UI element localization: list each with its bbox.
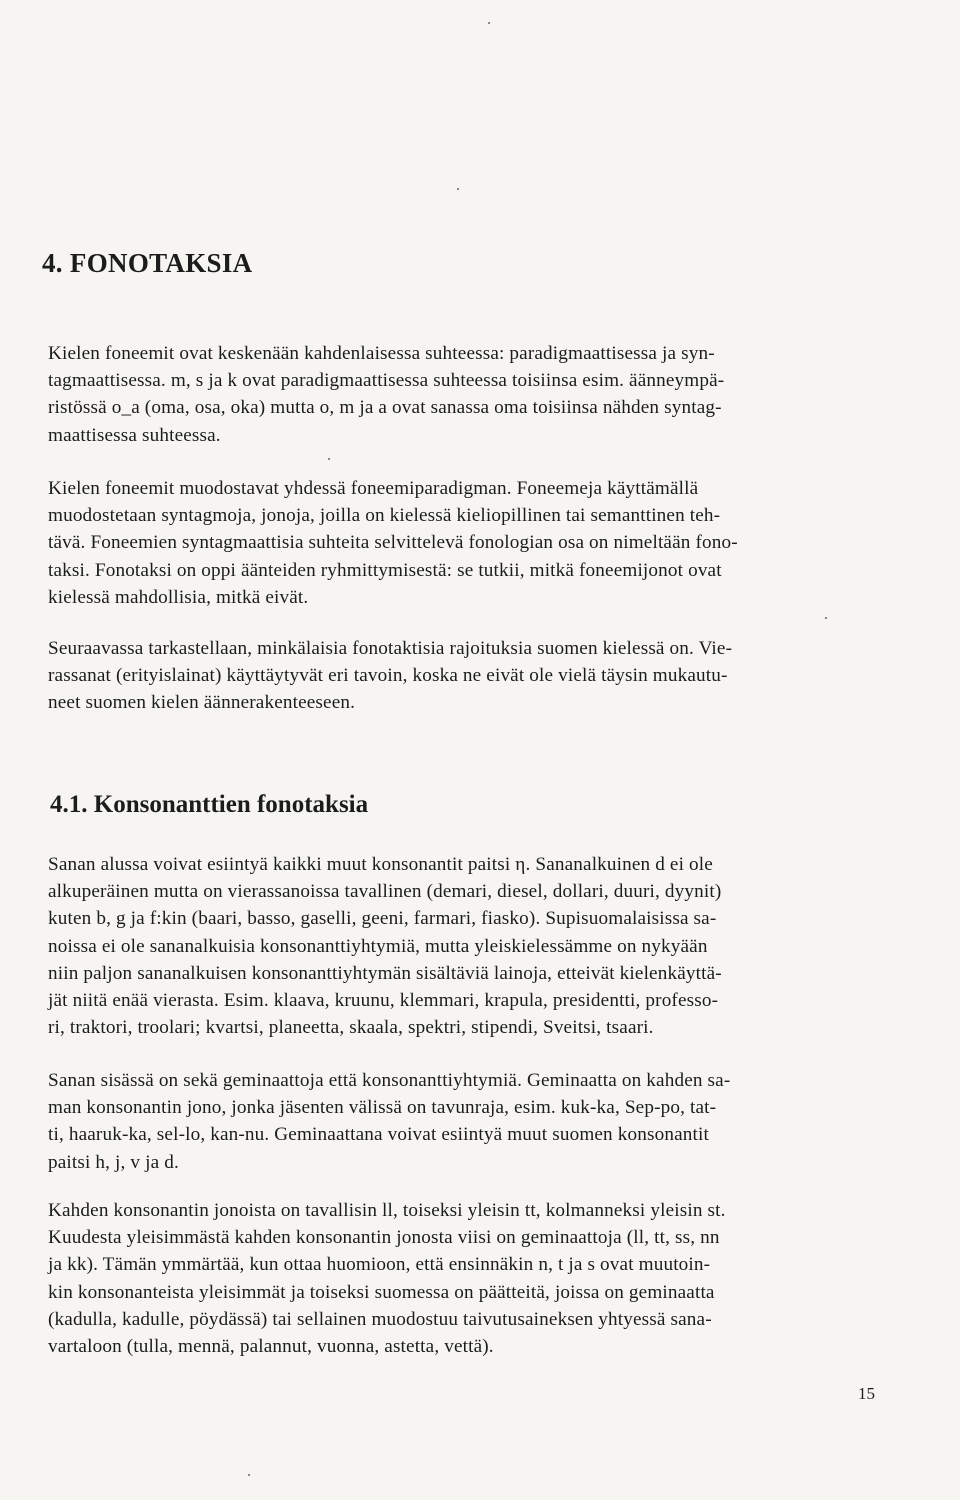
text-line: Kielen foneemit ovat keskenään kahdenlaisessa suhteessa: paradigmaattisessa ja syn-	[48, 343, 715, 364]
text-line: Kahden konsonantin jonoista on tavallisin ll, toiseksi yleisin tt, kolmanneksi yleisin st.	[48, 1200, 726, 1221]
body-paragraph	[48, 851, 884, 1041]
text-line: Sanan sisässä on sekä geminaattoja että konsonanttiyhtymiä. Geminaatta on kahden sa-	[48, 1070, 731, 1091]
text-line: man konsonantin jono, jonka jäsenten välissä on tavunraja, esim. kuk-ka, Sep-po, tat-	[48, 1097, 717, 1119]
section-title-text: Konsonanttien fonotaksia	[93, 791, 369, 818]
text-line: vartaloon (tulla, mennä, palannut, vuonna, astetta, vettä).	[48, 1336, 494, 1358]
body-paragraph	[48, 635, 884, 717]
text-line: maattisessa suhteessa.	[48, 424, 221, 446]
text-line: Seuraavassa tarkastellaan, minkälaisia fonotaktisia rajoituksia suomen kielessä on. Vie-	[48, 638, 733, 659]
text-line: kin konsonanteista yleisimmät ja toiseksi suomessa on päätteitä, joissa on geminaatta	[48, 1281, 715, 1303]
text-line: neet suomen kielen äännerakenteeseen.	[48, 692, 356, 714]
text-line: niin paljon sananalkuisen konsonanttiyhtymän sisältäviä lainoja, etteivät kielenkäyttä-	[48, 962, 722, 984]
scan-speck	[248, 1474, 250, 1476]
text-line: Kielen foneemit muodostavat yhdessä foneemiparadigman. Foneemeja käyttämällä	[48, 478, 699, 499]
text-line: noissa ei ole sananalkuisia konsonanttiyhtymiä, mutta yleiskielessämme on nykyään	[48, 935, 708, 957]
scan-speck	[488, 22, 490, 24]
text-line: rassanat (erityislainat) käyttäytyvät eri tavoin, koska ne eivät ole vielä täysin mukautu-	[48, 665, 728, 687]
text-line: ristössä o_a (oma, osa, oka) mutta o, m ja a ovat sanassa oma toisiinsa nähden syntag-	[48, 397, 722, 419]
page-number: 15	[858, 1384, 875, 1403]
section-heading	[50, 791, 368, 819]
chapter-heading	[42, 248, 252, 279]
text-line: kuten b, g ja f:kin (baari, basso, gaselli, geeni, farmari, fiasko). Supisuomalaisissa sa-	[48, 908, 717, 930]
chapter-title-text: FONOTAKSIA	[69, 248, 253, 278]
scan-speck	[328, 458, 330, 460]
text-line: muodostetaan syntagmoja, jonoja, joilla on kielessä kieliopillinen tai semanttinen teh-	[48, 505, 721, 527]
text-line: alkuperäinen mutta on vierassanoissa tavallinen (demari, diesel, dollari, duuri, dyynit)	[48, 881, 722, 903]
body-paragraph	[48, 1197, 884, 1360]
body-paragraph	[48, 475, 884, 611]
text-line: Kuudesta yleisimmästä kahden konsonantin jonosta viisi on geminaattoja (ll, tt, ss, nn	[48, 1227, 720, 1249]
scan-speck	[457, 188, 459, 190]
text-line: paitsi h, j, v ja d.	[48, 1151, 179, 1173]
section-number: 4.1.	[50, 791, 88, 818]
scan-speck	[825, 617, 827, 619]
text-line: tagmaattisessa. m, s ja k ovat paradigmaattisessa suhteessa toisiinsa esim. äänneympä-	[48, 370, 725, 392]
text-line: ri, traktori, troolari; kvartsi, planeetta, skaala, spektri, stipendi, Sveitsi, tsaari.	[48, 1017, 654, 1039]
body-paragraph	[48, 340, 884, 449]
text-line: (kadulla, kadulle, pöydässä) tai sellainen muodostuu taivutusaineksen yhtyessä sana-	[48, 1308, 712, 1330]
text-line: taksi. Fonotaksi on oppi äänteiden ryhmittymisestä: se tutkii, mitkä foneemijonot ovat	[48, 559, 722, 581]
text-line: kielessä mahdollisia, mitkä eivät.	[48, 586, 309, 608]
body-paragraph	[48, 1067, 884, 1176]
text-line: ja kk). Tämän ymmärtää, kun ottaa huomioon, että ensinnäkin n, t ja s ovat muutoin-	[48, 1254, 711, 1276]
text-line: ti, haaruk-ka, sel-lo, kan-nu. Geminaattana voivat esiintyä muut suomen konsonantit	[48, 1124, 709, 1146]
text-line: tävä. Foneemien syntagmaattisia suhteita selvittelevä fonologian osa on nimeltään fono-	[48, 532, 738, 554]
chapter-number: 4.	[42, 248, 63, 278]
text-line: Sanan alussa voivat esiintyä kaikki muut konsonantit paitsi η. Sananalkuinen d ei ole	[48, 854, 713, 875]
text-line: jät niitä enää vierasta. Esim. klaava, kruunu, klemmari, krapula, presidentti, professo-	[48, 990, 719, 1012]
